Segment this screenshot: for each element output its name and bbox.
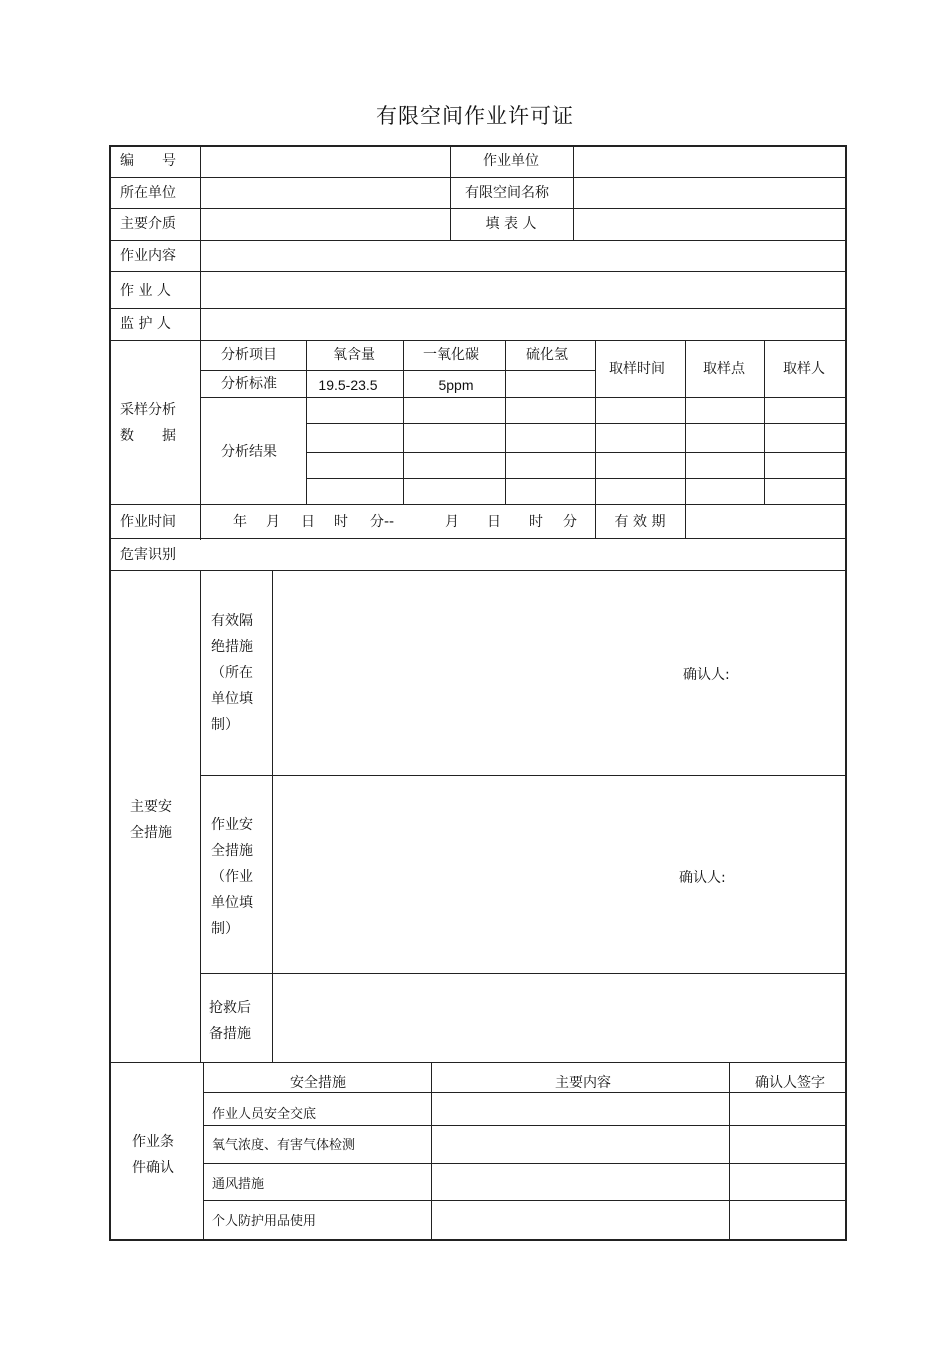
- confirm-signature-cells[interactable]: [730, 1093, 844, 1238]
- analysis-item-co: 一氧化碳: [423, 347, 479, 363]
- work-content-label: 作业内容: [120, 248, 176, 264]
- analysis-standard-oxygen: 19.5-23.5: [318, 377, 378, 393]
- filled-by-field[interactable]: [575, 210, 844, 239]
- confirm-header-measure: 安全措施: [290, 1075, 346, 1091]
- number-field[interactable]: [202, 147, 449, 176]
- analysis-standard-co: 5ppm: [438, 377, 474, 393]
- work-time-day-end: 日: [487, 514, 501, 530]
- work-time-month-end: 月: [445, 514, 459, 530]
- location-unit-field[interactable]: [202, 179, 449, 207]
- main-medium-field[interactable]: [202, 210, 449, 239]
- work-safety-measures-label: 作业安 全措施 （作业 单位填 制）: [211, 817, 253, 937]
- work-content-field[interactable]: [202, 242, 844, 270]
- guardian-label: 监 护 人: [120, 316, 171, 332]
- worker-field[interactable]: [202, 273, 844, 307]
- hazard-id-field[interactable]: [202, 540, 844, 569]
- location-unit-label: 所在单位: [120, 185, 176, 201]
- sampling-label-line2: 数 据: [120, 428, 176, 444]
- confirm-row-briefing: 作业人员安全交底: [212, 1107, 317, 1122]
- work-condition-label-line2: 件确认: [132, 1160, 174, 1176]
- analysis-item-h2s: 硫化氢: [526, 347, 568, 363]
- space-name-label: 有限空间名称: [465, 185, 549, 201]
- confirm-row-gas-test: 氧气浓度、有害气体检测: [212, 1138, 356, 1153]
- main-safety-label-line1: 主要安: [130, 799, 172, 815]
- validity-label: 有 效 期: [614, 514, 666, 530]
- analysis-item-label: 分析项目: [221, 347, 277, 363]
- work-time-month: 月: [266, 514, 280, 530]
- work-time-minute-to: 分--: [369, 514, 395, 530]
- guardian-field[interactable]: [202, 310, 844, 339]
- rescue-measures-label: 抢救后 备措施: [209, 1000, 251, 1042]
- work-safety-measures-field[interactable]: [274, 777, 844, 972]
- rescue-measures-field[interactable]: [274, 975, 844, 1061]
- sample-time-header: 取样时间: [609, 361, 665, 377]
- work-safety-confirm-label: 确认人:: [679, 870, 726, 886]
- work-time-hour: 时: [334, 514, 348, 530]
- analysis-result-label: 分析结果: [221, 444, 277, 460]
- number-label: 编 号: [120, 153, 176, 169]
- work-time-day: 日: [301, 514, 315, 530]
- validity-field[interactable]: [686, 506, 844, 537]
- sample-point-header: 取样点: [703, 361, 745, 377]
- analysis-standard-label: 分析标准: [221, 376, 277, 392]
- confirm-row-ppe: 个人防护用品使用: [212, 1214, 317, 1229]
- main-safety-label-line2: 全措施: [130, 825, 172, 841]
- work-time-minute-end: 分: [563, 514, 577, 530]
- confirm-row-ventilation: 通风措施: [212, 1177, 265, 1192]
- main-medium-label: 主要介质: [120, 216, 176, 232]
- analysis-result-grid[interactable]: [307, 398, 845, 503]
- isolation-measures-field[interactable]: [274, 572, 844, 774]
- work-time-hour-end: 时: [529, 514, 543, 530]
- confirm-header-content: 主要内容: [555, 1075, 611, 1091]
- work-condition-label-line1: 作业条: [132, 1134, 174, 1150]
- isolation-measures-label: 有效隔 绝措施 （所在 单位填 制）: [211, 613, 253, 733]
- analysis-item-oxygen: 氧含量: [333, 347, 375, 363]
- work-time-year: 年: [233, 514, 247, 530]
- work-unit-field[interactable]: [575, 147, 844, 176]
- confirm-content-cells[interactable]: [432, 1093, 728, 1238]
- worker-label: 作 业 人: [120, 283, 171, 299]
- work-time-label: 作业时间: [120, 514, 176, 530]
- page-title: 有限空间作业许可证: [376, 104, 574, 128]
- work-unit-label: 作业单位: [483, 153, 539, 169]
- hazard-id-label: 危害识别: [120, 547, 176, 563]
- confirm-header-signature: 确认人签字: [755, 1075, 825, 1091]
- sampler-header: 取样人: [783, 361, 825, 377]
- filled-by-label: 填 表 人: [485, 216, 537, 232]
- space-name-field[interactable]: [575, 179, 844, 207]
- sampling-label-line1: 采样分析: [120, 402, 176, 418]
- isolation-confirm-label: 确认人:: [683, 667, 730, 683]
